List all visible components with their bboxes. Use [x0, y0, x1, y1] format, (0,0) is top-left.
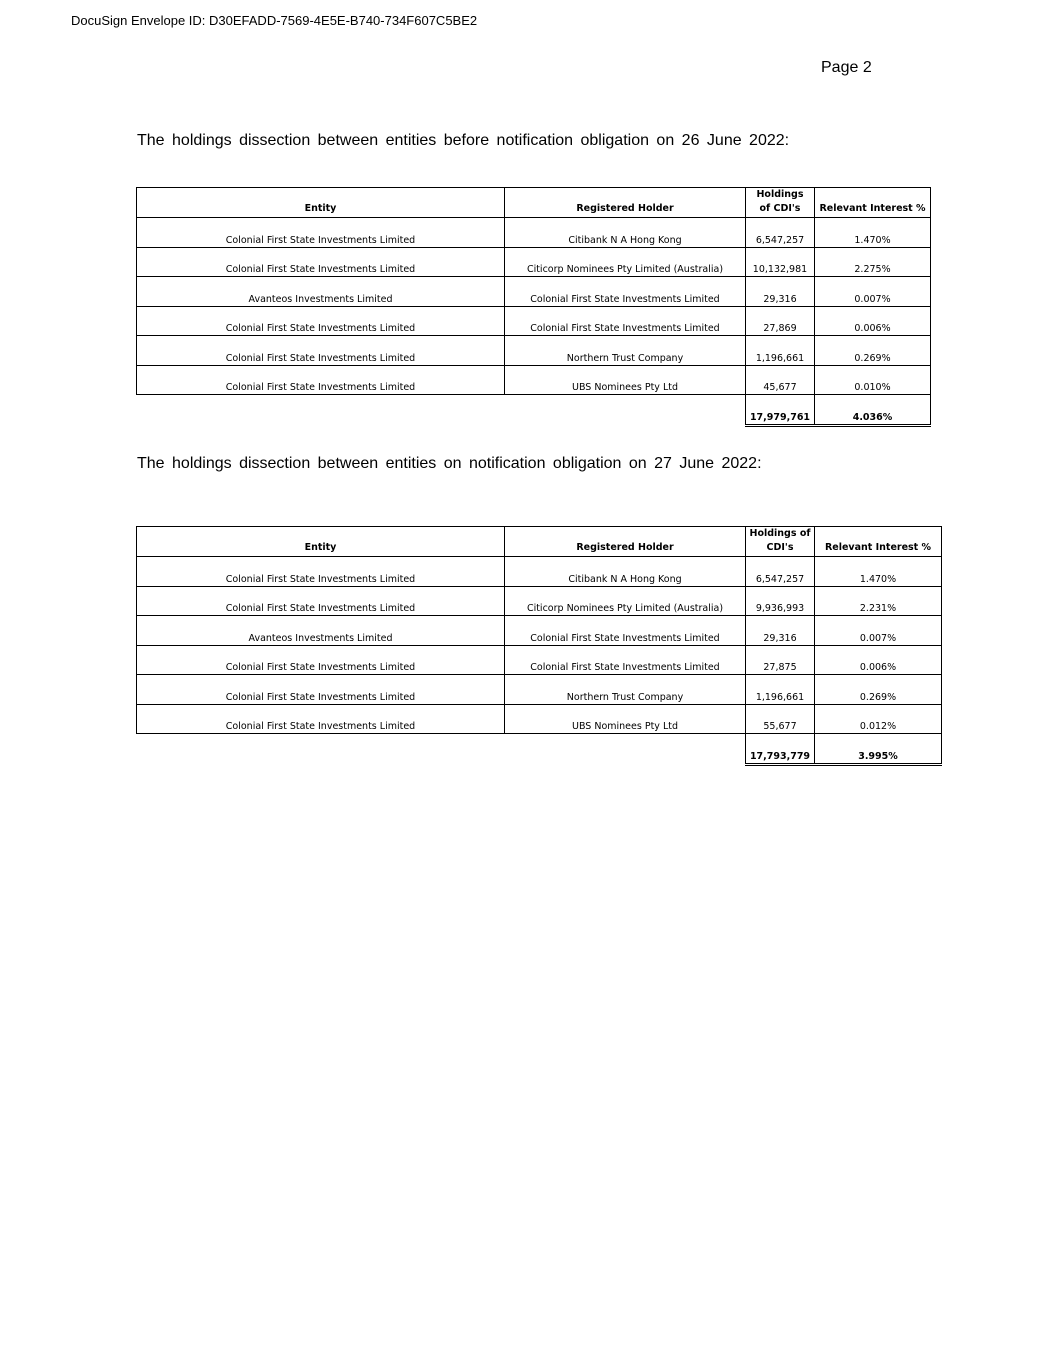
entity-cell: Avanteos Investments Limited — [137, 277, 505, 307]
holder-cell: UBS Nominees Pty Ltd — [505, 704, 746, 734]
holder-cell: Citibank N A Hong Kong — [505, 218, 746, 248]
section-2-heading: The holdings dissection between entities on notification obligation on 27 June 2022: — [137, 455, 762, 472]
holdings-table-on-obligation — [136, 526, 942, 766]
holder-cell: Citicorp Nominees Pty Limited (Australia) — [505, 586, 746, 616]
holdings-cell: 29,316 — [746, 616, 815, 646]
table-row — [137, 336, 931, 366]
table-row — [137, 675, 942, 705]
docusign-envelope-id: DocuSign Envelope ID: D30EFADD-7569-4E5E-B740-734F607C5BE2 — [71, 13, 478, 28]
holder-cell: Citicorp Nominees Pty Limited (Australia) — [505, 247, 746, 277]
holder-cell: UBS Nominees Pty Ltd — [505, 365, 746, 395]
entity-cell: Colonial First State Investments Limited — [137, 336, 505, 366]
interest-cell: 2.231% — [815, 586, 942, 616]
holder-cell: Northern Trust Company — [505, 336, 746, 366]
column-header-relevant-interest: Relevant Interest % — [815, 188, 931, 218]
column-header-holdings — [746, 188, 815, 218]
header-line: Holdings — [756, 189, 804, 200]
header-line: of CDI's — [759, 203, 801, 214]
entity-cell: Colonial First State Investments Limited — [137, 365, 505, 395]
interest-cell: 0.010% — [815, 365, 931, 395]
table-header-row — [137, 527, 942, 557]
header-line: Holdings of — [749, 528, 811, 539]
entity-cell: Colonial First State Investments Limited — [137, 247, 505, 277]
table-row — [137, 365, 931, 395]
interest-cell: 1.470% — [815, 557, 942, 587]
holdings-cell: 27,875 — [746, 645, 815, 675]
total-holdings-cell: 17,793,779 — [746, 734, 815, 765]
table-row — [137, 557, 942, 587]
column-header-holdings — [746, 527, 815, 557]
table-row — [137, 247, 931, 277]
entity-cell: Colonial First State Investments Limited — [137, 704, 505, 734]
holder-cell: Citibank N A Hong Kong — [505, 557, 746, 587]
holdings-cell: 45,677 — [746, 365, 815, 395]
holdings-cell: 55,677 — [746, 704, 815, 734]
holdings-cell: 1,196,661 — [746, 336, 815, 366]
table-row — [137, 306, 931, 336]
holder-cell: Colonial First State Investments Limited — [505, 277, 746, 307]
interest-cell: 2.275% — [815, 247, 931, 277]
page-number: Page 2 — [821, 59, 872, 76]
holdings-table-before — [136, 187, 931, 427]
column-header-registered-holder: Registered Holder — [505, 527, 746, 557]
interest-cell: 0.006% — [815, 306, 931, 336]
entity-cell: Colonial First State Investments Limited — [137, 675, 505, 705]
interest-cell: 1.470% — [815, 218, 931, 248]
interest-cell: 0.012% — [815, 704, 942, 734]
holder-cell: Colonial First State Investments Limited — [505, 616, 746, 646]
total-interest-cell: 4.036% — [815, 395, 931, 426]
entity-cell: Avanteos Investments Limited — [137, 616, 505, 646]
column-header-entity: Entity — [137, 527, 505, 557]
interest-cell: 0.006% — [815, 645, 942, 675]
total-holdings-cell: 17,979,761 — [746, 395, 815, 426]
total-row — [137, 734, 942, 765]
entity-cell: Colonial First State Investments Limited — [137, 586, 505, 616]
blank-cell — [505, 395, 746, 426]
holdings-cell: 9,936,993 — [746, 586, 815, 616]
interest-cell: 0.269% — [815, 675, 942, 705]
blank-cell — [137, 395, 505, 426]
holder-cell: Colonial First State Investments Limited — [505, 306, 746, 336]
entity-cell: Colonial First State Investments Limited — [137, 306, 505, 336]
entity-cell: Colonial First State Investments Limited — [137, 218, 505, 248]
holdings-cell: 10,132,981 — [746, 247, 815, 277]
table-row — [137, 645, 942, 675]
holdings-cell: 27,869 — [746, 306, 815, 336]
column-header-entity: Entity — [137, 188, 505, 218]
holdings-cell: 1,196,661 — [746, 675, 815, 705]
interest-cell: 0.007% — [815, 277, 931, 307]
table-header-row — [137, 188, 931, 218]
holdings-cell: 6,547,257 — [746, 218, 815, 248]
interest-cell: 0.269% — [815, 336, 931, 366]
total-row — [137, 395, 931, 426]
entity-cell: Colonial First State Investments Limited — [137, 557, 505, 587]
holdings-cell: 6,547,257 — [746, 557, 815, 587]
table-row — [137, 586, 942, 616]
blank-cell — [137, 734, 505, 765]
holdings-cell: 29,316 — [746, 277, 815, 307]
total-interest-cell: 3.995% — [815, 734, 942, 765]
table-row — [137, 704, 942, 734]
table-row — [137, 218, 931, 248]
entity-cell: Colonial First State Investments Limited — [137, 645, 505, 675]
column-header-registered-holder: Registered Holder — [505, 188, 746, 218]
interest-cell: 0.007% — [815, 616, 942, 646]
table-row — [137, 277, 931, 307]
column-header-relevant-interest: Relevant Interest % — [815, 527, 942, 557]
blank-cell — [505, 734, 746, 765]
section-1-heading: The holdings dissection between entities before notification obligation on 26 June 2022: — [137, 132, 790, 149]
holder-cell: Northern Trust Company — [505, 675, 746, 705]
header-line: CDI's — [766, 542, 794, 553]
holder-cell: Colonial First State Investments Limited — [505, 645, 746, 675]
table-row — [137, 616, 942, 646]
